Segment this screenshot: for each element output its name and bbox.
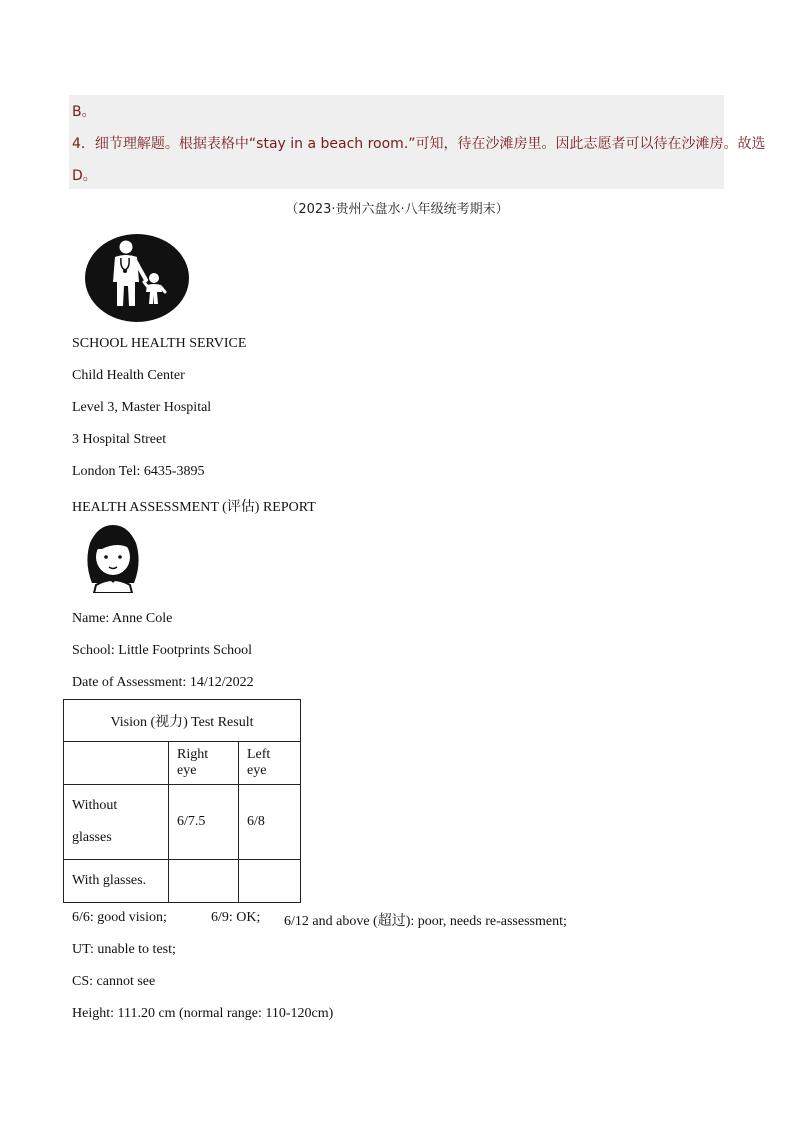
legend-cannot-see: CS: cannot see [72,974,156,989]
row-label-line-2: glasses [72,830,112,845]
row-label-line-1: Without [72,798,118,813]
girl-avatar-icon [82,523,144,593]
address-street: 3 Hospital Street [72,432,167,447]
assessment-date: Date of Assessment: 14/12/2022 [72,675,254,690]
answer-line-2: 4．细节理解题。根据表格中“stay in a beach room.”可知，待在沙滩房里。因此志愿者可以待在沙滩房。故选 [72,136,766,152]
answer-line-3: D。 [72,168,97,184]
legend-good-vision: 6/6: good vision; [72,910,167,925]
right-eye-value [169,860,239,903]
table-title-row [64,700,301,742]
height-measurement: Height: 111.20 cm (normal range: 110-120cm) [72,1006,334,1021]
doctor-with-child-icon [84,232,190,324]
table-row [64,860,301,903]
left-eye-value: 6/8 [239,785,301,860]
right-eye-value: 6/7.5 [169,785,239,860]
telephone: London Tel: 6435-3895 [72,464,205,479]
row-label-without-glasses [64,785,169,860]
service-name: SCHOOL HEALTH SERVICE [72,336,247,351]
answer-line-1: B。 [72,104,96,120]
table-row [64,785,301,860]
question-source: （2023·贵州六盘水·八年级统考期末） [285,202,509,217]
patient-school: School: Little Footprints School [72,643,253,658]
address-level: Level 3, Master Hospital [72,400,212,415]
row-label-with-glasses: With glasses. [64,860,169,903]
table-title-cell: Vision (视力) Test Result [64,700,301,742]
vision-test-table [63,699,301,903]
legend-poor: 6/12 and above (超过): poor, needs re-assessment; [284,914,567,929]
left-eye-value [239,860,301,903]
header-cell-empty [64,742,169,785]
center-name: Child Health Center [72,368,185,383]
legend-ok: 6/9: OK; [211,910,261,925]
header-cell-left-eye: Left eye [239,742,301,785]
patient-name: Name: Anne Cole [72,611,173,626]
legend-unable-to-test: UT: unable to test; [72,942,176,957]
table-header-row [64,742,301,785]
header-cell-right-eye: Right eye [169,742,239,785]
report-title: HEALTH ASSESSMENT (评估) REPORT [72,500,316,515]
